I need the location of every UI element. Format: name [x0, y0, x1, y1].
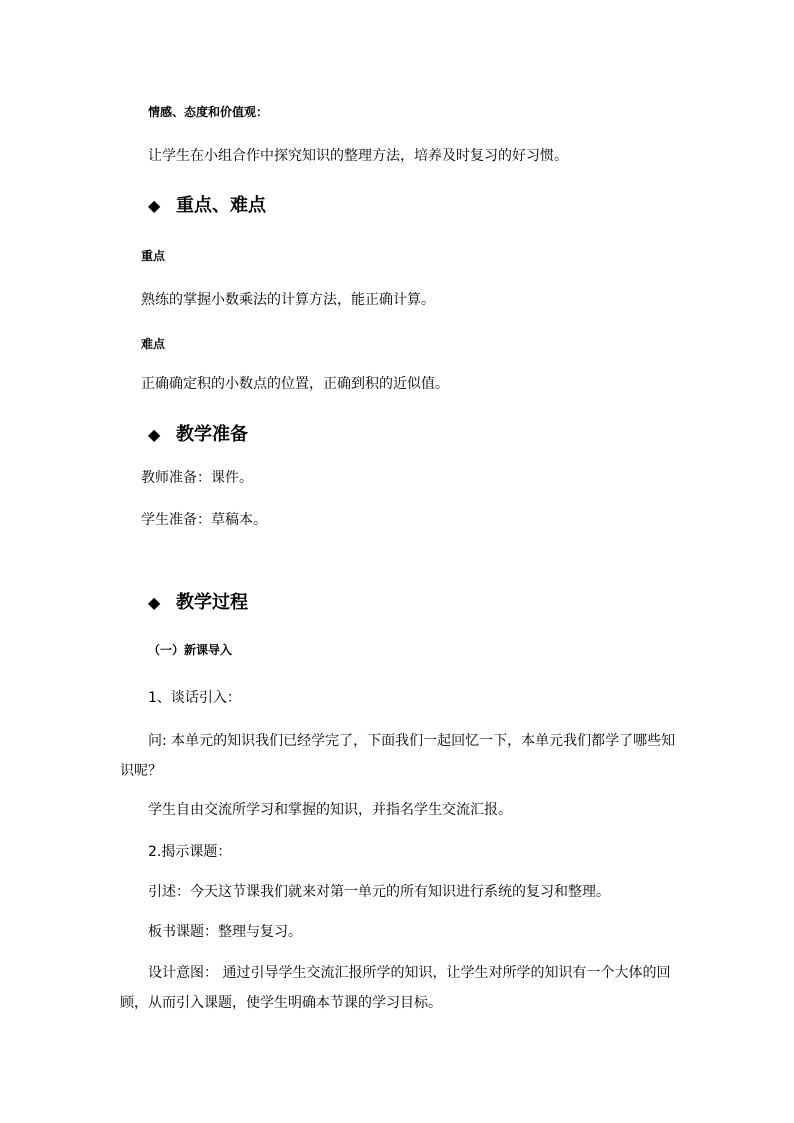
question-line-2: 识呢？: [120, 763, 162, 779]
section-title: 教学准备: [176, 424, 248, 445]
section-heading-process: [148, 591, 248, 615]
values-heading: 情感、态度和价值观：: [148, 105, 269, 119]
section-title: 教学过程: [176, 592, 248, 613]
section-heading-prep: [148, 423, 248, 447]
design-line-1: 设计意图： 通过引导学生交流汇报所学的知识，让学生对所学的知识有一个大体的回: [148, 965, 671, 981]
intro-text: 引述：今天这节课我们就来对第一单元的所有知识进行系统的复习和整理。: [148, 884, 610, 900]
section-title: 重点、难点: [176, 195, 266, 216]
diamond-bullet-icon: ◆: [148, 196, 161, 215]
teacher-prep: 教师准备：课件。: [141, 470, 253, 486]
diamond-bullet-icon: ◆: [148, 425, 161, 444]
question-line-1: 问: 本单元的知识我们已经学完了，下面我们一起回忆一下，本单元我们都学了哪些知: [148, 733, 676, 749]
difficult-point-text: 正确确定积的小数点的位置，正确到积的近似值。: [141, 376, 449, 392]
exchange-text: 学生自由交流所学习和掌握的知识，并指名学生交流汇报。: [148, 802, 512, 818]
key-point-label: 重点: [141, 249, 166, 263]
student-prep: 学生准备：草稿本。: [141, 512, 267, 528]
section-heading-key-difficult: [148, 194, 266, 218]
step-1-title: 1、谈话引入：: [148, 690, 241, 706]
part-title: （一）新课导入: [148, 643, 233, 657]
step-2-title: 2.揭示课题：: [148, 844, 232, 860]
difficult-point-label: 难点: [141, 337, 166, 351]
board-text: 板书课题：整理与复习。: [148, 924, 302, 940]
design-line-2: 顾，从而引入课题，使学生明确本节课的学习目标。: [120, 995, 442, 1011]
key-point-text: 熟练的掌握小数乘法的计算方法，能正确计算。: [141, 292, 435, 308]
values-text: 让学生在小组合作中探究知识的整理方法，培养及时复习的好习惯。: [148, 148, 568, 164]
diamond-bullet-icon: ◆: [148, 593, 161, 612]
